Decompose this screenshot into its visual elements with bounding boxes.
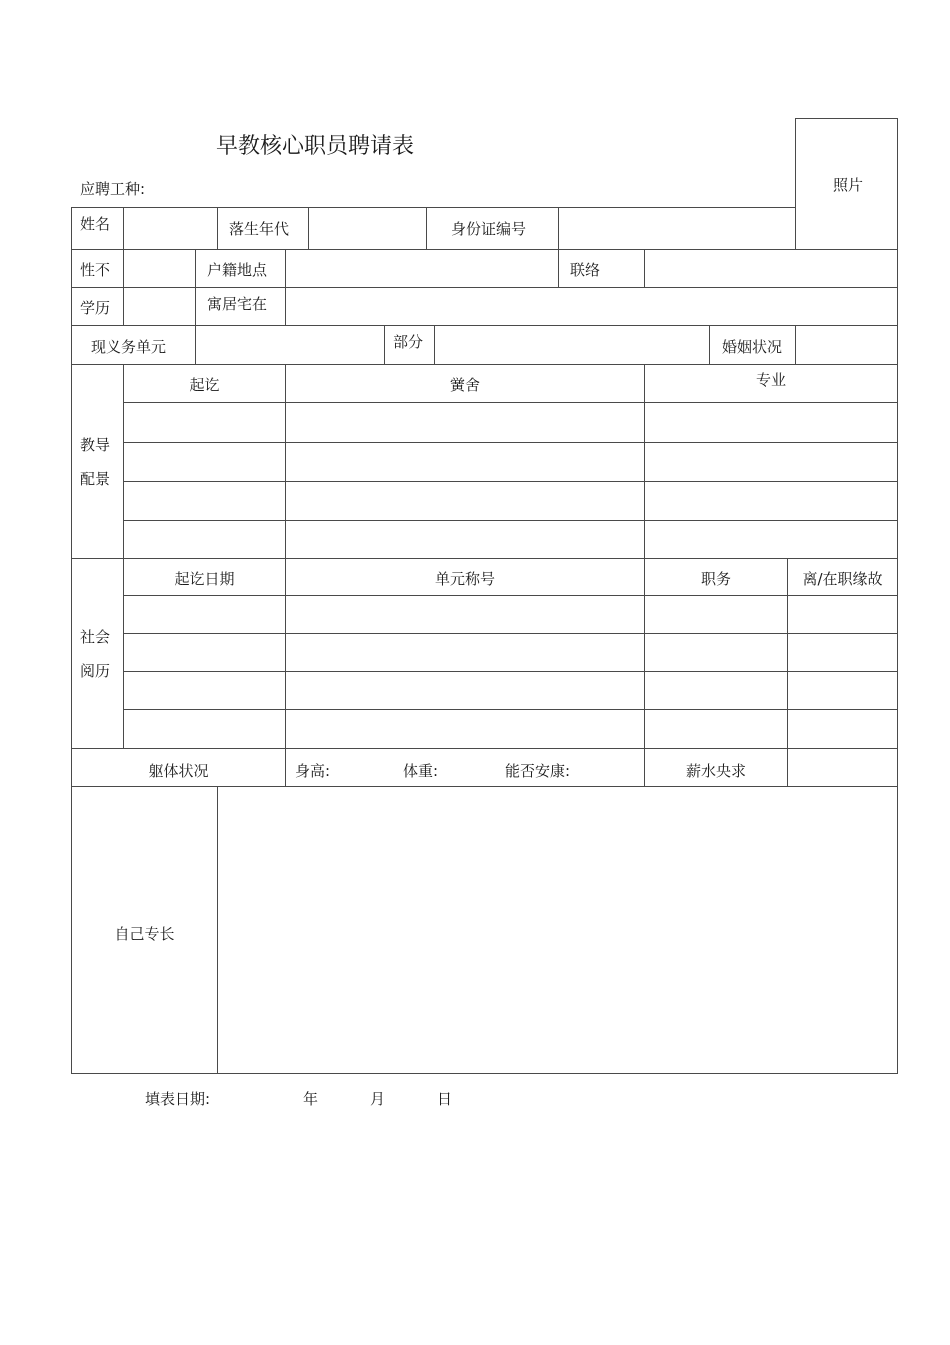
work-position-header: 职务 xyxy=(700,570,731,588)
page-title: 早教核心职员聘请表 xyxy=(216,134,415,159)
name-label: 姓名 xyxy=(80,215,111,233)
contact-field[interactable] xyxy=(645,250,897,287)
work-section-label: 社会 xyxy=(80,628,111,646)
salary-label: 薪水央求 xyxy=(685,762,746,780)
current-employer-label: 现义务单元 xyxy=(91,338,167,356)
id-number-label: 身份证编号 xyxy=(451,220,527,238)
position-applied-label: 应聘工种: xyxy=(80,180,146,198)
photo-label: 照片 xyxy=(833,176,864,194)
table-line xyxy=(123,633,898,634)
work-period-header: 起讫日期 xyxy=(174,570,235,588)
table-line xyxy=(123,402,898,403)
table-line xyxy=(897,249,898,1074)
residence-label: 寓居宅在 xyxy=(207,295,268,313)
department-field[interactable] xyxy=(435,326,709,364)
year-label: 年 xyxy=(303,1090,319,1108)
hukou-field[interactable] xyxy=(286,250,558,287)
education-period-header: 起讫 xyxy=(189,376,220,394)
education-school-header: 黉舍 xyxy=(449,376,480,394)
marital-label: 婚姻状况 xyxy=(722,338,783,356)
education-field[interactable] xyxy=(124,288,195,325)
work-employer-header: 单元称号 xyxy=(434,570,495,588)
birth-field[interactable] xyxy=(309,208,426,249)
month-label: 月 xyxy=(370,1090,386,1108)
table-line xyxy=(123,709,898,710)
education-label: 学历 xyxy=(80,299,111,317)
table-line xyxy=(71,207,72,1074)
health-label: 躯体状况 xyxy=(148,762,209,780)
height-label: 身高: xyxy=(295,762,331,780)
fill-date-label: 填表日期: xyxy=(145,1090,211,1108)
table-line xyxy=(123,595,898,596)
table-line xyxy=(426,207,427,250)
current-employer-field[interactable] xyxy=(196,326,384,364)
education-major-header: 专业 xyxy=(755,371,786,389)
salary-field[interactable] xyxy=(788,749,897,786)
name-field[interactable] xyxy=(124,208,217,249)
table-line xyxy=(795,207,796,250)
work-section-label: 阅历 xyxy=(80,662,111,680)
table-line xyxy=(217,207,218,250)
marital-field[interactable] xyxy=(796,326,897,364)
birth-label: 落生年代 xyxy=(229,220,290,238)
id-number-field[interactable] xyxy=(559,208,795,249)
table-line xyxy=(71,748,898,749)
table-line xyxy=(71,558,898,559)
table-line xyxy=(384,325,385,365)
gender-label: 性不 xyxy=(80,261,111,279)
healthy-label: 能否安康: xyxy=(505,762,571,780)
table-line xyxy=(123,442,898,443)
department-label: 部分 xyxy=(393,333,424,351)
table-line xyxy=(123,364,124,749)
table-line xyxy=(123,671,898,672)
hukou-label: 户籍地点 xyxy=(207,261,268,279)
education-section-label: 教导 xyxy=(80,436,111,454)
table-line xyxy=(71,1073,898,1074)
education-section-label: 配景 xyxy=(80,470,111,488)
specialty-field[interactable] xyxy=(218,787,897,1073)
table-line xyxy=(123,481,898,482)
table-line xyxy=(123,520,898,521)
table-line xyxy=(709,325,710,365)
work-reason-header: 离/在职缘故 xyxy=(802,570,883,588)
residence-field[interactable] xyxy=(286,288,897,325)
specialty-label: 自己专长 xyxy=(114,925,175,943)
contact-label: 联络 xyxy=(570,261,601,279)
gender-field[interactable] xyxy=(124,250,195,287)
weight-label: 体重: xyxy=(403,762,439,780)
day-label: 日 xyxy=(437,1090,453,1108)
